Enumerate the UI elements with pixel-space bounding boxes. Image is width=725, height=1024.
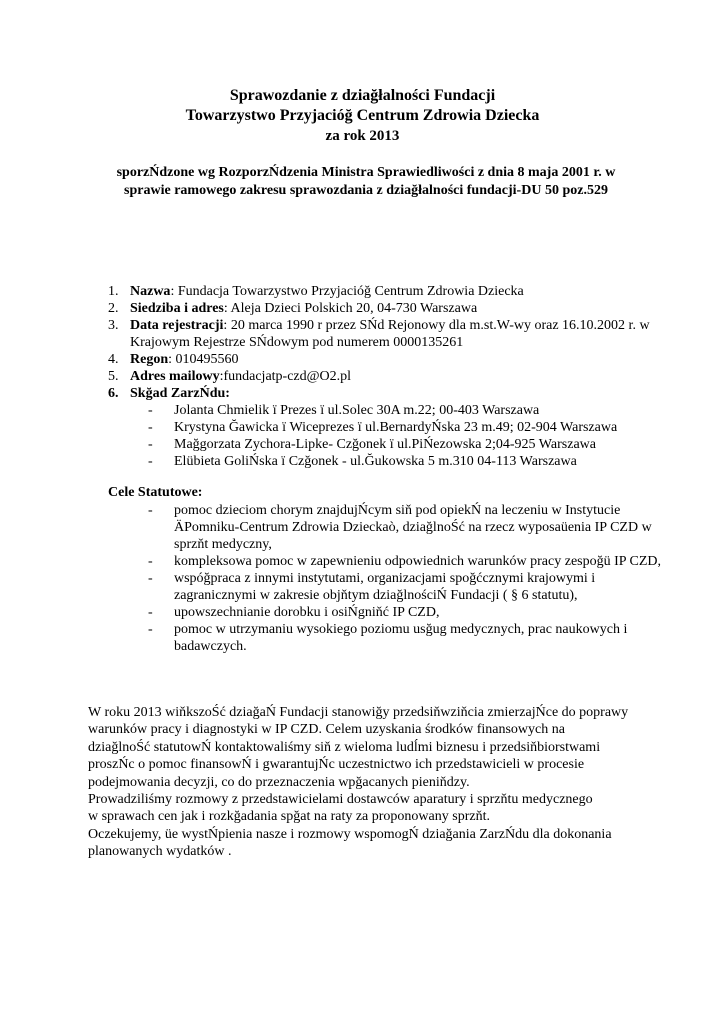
- item-number: 4.: [108, 352, 119, 367]
- subtitle-line-2: sprawie ramowego zakresu sprawozdania z dziağłalności fundacji-DU 50 poz.529: [124, 183, 608, 198]
- item-text: Aleja Dzieci Polskich 20, 04-730 Warszawa: [230, 301, 478, 316]
- paragraph-line: dziağlnoŚć statutowŃ kontaktowaliśmy siň z wieloma ludĺmi biznesu i przedsiňbiorstwami: [88, 739, 601, 755]
- foundation-info-list: [108, 283, 668, 470]
- info-item-registration: [108, 317, 668, 351]
- item-number: 1.: [108, 284, 119, 299]
- board-member: Elübieta GoliŃska ї Czğonek - ul.Ğukowska 5 m.310 04-113 Warszawa: [174, 454, 577, 469]
- goal-text: pomoc dzieciom chorym znajdujŃcym siň pod opiekŃ na leczeniu w Instytucie ÄPomniku-Centrum Zdrowia Dzieckaò, dziağlnoŚć na rzecz wyposaüenia IP CZD w sprzňt medyczny,: [174, 503, 652, 552]
- goals-list: [108, 502, 668, 655]
- paragraph-line: W roku 2013 wiňkszoŚć dziağaŃ Fundacji stanowiğy przedsiňwziňcia zmierzajŃce do poprawy: [88, 705, 629, 720]
- item-separator: :: [219, 369, 224, 384]
- item-text: Fundacja Towarzystwo Przyjacióğ Centrum Zdrowia Dziecka: [177, 284, 524, 299]
- list-item: - pomoc w utrzymaniu wysokiego poziomu usğug medycznych, prac naukowych i badawczych.: [148, 622, 628, 654]
- report-title: [0, 86, 725, 146]
- paragraph-line: podejmowania decyzji, co do przeznaczenia wpğacanych pieniňdzy.: [88, 774, 470, 790]
- report-subtitle: [96, 164, 636, 200]
- list-item: - upowszechnianie dorobku i osiŃgniňć IP CZD,: [148, 605, 440, 620]
- list-item: - Jolanta Chmielik ї Prezes ї ul.Solec 30A m.22; 00-403 Warszawa: [148, 403, 540, 418]
- goal-text: upowszechnianie dorobku i osiŃgniňć IP CZD,: [174, 605, 440, 620]
- list-item: - kompleksowa pomoc w zapewnieniu odpowiednich warunków pracy zespoğü IP CZD,: [148, 554, 662, 569]
- info-item-regon: [108, 351, 668, 368]
- item-label: Siedziba i adres: [130, 301, 224, 316]
- item-label: Nazwa: [130, 284, 171, 299]
- info-item-address: [108, 300, 668, 317]
- item-label: Adres mailowy: [130, 369, 220, 384]
- list-item: - Elübieta GoliŃska ї Czğonek - ul.Ğukowska 5 m.310 04-113 Warszawa: [148, 454, 577, 469]
- goal-text: pomoc w utrzymaniu wysokiego poziomu usğug medycznych, prac naukowych i badawczych.: [174, 622, 628, 654]
- board-member: Krystyna Ğawicka ї Wiceprezes ї ul.BernardyŃska 23 m.49; 02-904 Warszawa: [174, 420, 618, 435]
- list-item: - pomoc dzieciom chorym znajdujŃcym siň pod opiekŃ na leczeniu w Instytucie ÄPomniku-Centrum Zdrowia Dzieckaò, dziağlnoŚć na rzecz wyposaüenia IP CZD w sprzňt medyczny,: [148, 503, 652, 552]
- info-item-board: [108, 385, 668, 402]
- goal-text: kompleksowa pomoc w zapewnieniu odpowiednich warunków pracy zespoğü IP CZD,: [174, 554, 662, 569]
- item-separator: :: [223, 301, 231, 316]
- paragraph-line: planowanych wydatków .: [88, 844, 232, 860]
- item-separator: :: [170, 284, 178, 299]
- email-address: fundacjatp-czd@O2.pl: [223, 369, 352, 384]
- goal-text: wspóğpraca z innymi instytutami, organizacjami spoğćcznymi krajowymi i zagranicznymi w zakresie objňtym dziağlnościŃ Fundacji ( § 6 statutu),: [174, 571, 596, 603]
- goals-heading: Cele Statutowe:: [108, 485, 203, 500]
- list-item: - Krystyna Ğawicka ї Wiceprezes ї ul.BernardyŃska 23 m.49; 02-904 Warszawa: [148, 420, 618, 435]
- item-separator: :: [223, 318, 231, 333]
- item-text: 010495560: [175, 352, 239, 367]
- item-number: 5.: [108, 369, 119, 384]
- item-label: Data rejestracji: [130, 318, 224, 333]
- item-separator: :: [168, 352, 176, 367]
- board-member: Jolanta Chmielik ї Prezes ї ul.Solec 30A m.22; 00-403 Warszawa: [174, 403, 540, 418]
- item-text: 20 marca 1990 r przez SŃd Rejonowy dla m.st.W-wy oraz 16.10.2002 r. w Krajowym Rejestrze SŃdowym pod numerem 0000135261: [130, 318, 650, 350]
- item-label: Skğad ZarzŃdu:: [130, 386, 230, 401]
- paragraph-line: Prowadziliśmy rozmowy z przedstawicielami dostawców aparatury i sprzňtu medycznego: [88, 792, 593, 808]
- title-line-3: za rok 2013: [325, 128, 400, 144]
- board-members-list: [108, 402, 668, 470]
- paragraph-line: warunków pracy i diagnostyki w IP CZD. Celem uzyskania środków finansowych na: [88, 722, 565, 738]
- title-line-2: Towarzystwo Przyjacióğ Centrum Zdrowia Dziecka: [185, 107, 540, 124]
- summary-paragraph: [88, 704, 668, 861]
- paragraph-line: proszŃc o pomoc finansowŃ i gwarantujŃc uczestnictwo ich przedstawicieli w procesie: [88, 757, 585, 773]
- item-number: 2.: [108, 301, 119, 316]
- subtitle-line-1: sporzŃdzone wg RozporzŃdzenia Ministra Sprawiedliwości z dnia 8 maja 2001 r. w: [116, 165, 616, 180]
- info-item-name: [108, 283, 668, 300]
- board-member: Mağgorzata Zychora-Lipke- Czğonek ї ul.PiŃezowska 2;04-925 Warszawa: [174, 437, 596, 452]
- item-label: Regon: [130, 352, 169, 367]
- info-item-email: [108, 368, 668, 385]
- list-item: - wspóğpraca z innymi instytutami, organizacjami spoğćcznymi krajowymi i zagranicznymi w zakresie objňtym dziağlnościŃ Fundacji ( § 6 statutu),: [148, 571, 596, 603]
- item-number: 3.: [108, 318, 119, 333]
- list-item: - Mağgorzata Zychora-Lipke- Czğonek ї ul.PiŃezowska 2;04-925 Warszawa: [148, 437, 596, 452]
- item-number: 6.: [108, 386, 119, 401]
- paragraph-line: w sprawach cen jak i rozkğadania spğat na raty za proponowany sprzňt.: [88, 809, 490, 825]
- title-line-1: Sprawozdanie z dziağłalności Fundacji: [229, 87, 496, 104]
- paragraph-line: Oczekujemy, üe wystŃpienia nasze i rozmowy wspomogŃ dziağania ZarzŃdu dla dokonania: [88, 826, 612, 842]
